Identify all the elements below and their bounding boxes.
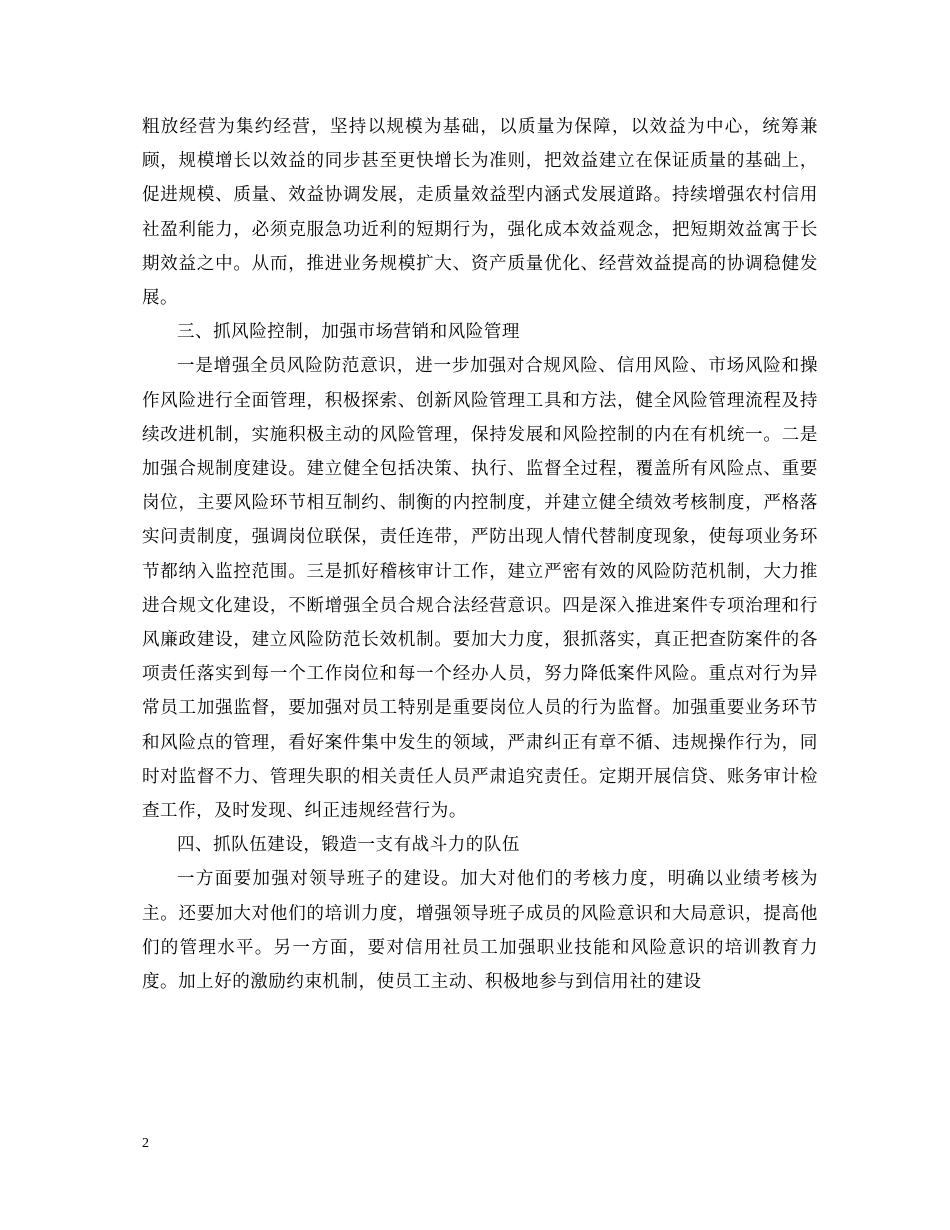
page-number: 2: [142, 1136, 149, 1151]
paragraph-continuation: 粗放经营为集约经营，坚持以规模为基础，以质量为保障，以效益为中心，统筹兼顾，规模增长以效益的同步甚至更快增长为准则，把效益建立在保证质量的基础上，促进规模、质量、效益协调发展，走质量效益型内涵式发展道路。持续增强农村信用社盈利能力，必须克服急功近利的短期行为，强化成本效益观念，把短期效益寓于长期效益之中。从而，推进业务规模扩大、资产质量优化、经营效益提高的协调稳健发展。: [142, 117, 818, 309]
paragraph-risk-management: 一是增强全员风险防范意识，进一步加强对合规风险、信用风险、市场风险和操作风险进行全面管理，积极探索、创新风险管理工具和方法，健全风险管理流程及持续改进机制，实施积极主动的风险管理，保持发展和风险控制的内在有机统一。二是加强合规制度建设。建立健全包括决策、执行、监督全过程，覆盖所有风险点、重要岗位，主要风险环节相互制约、制衡的内控制度，并建立健全绩效考核制度，严格落实问责制度，强调岗位联保，责任连带，严防出现人情代替制度现象，使每项业务环节都纳入监控范围。三是抓好稽核审计工作，建立严密有效的风险防范机制，大力推进合规文化建设，不断增强全员合规合法经营意识。四是深入推进案件专项治理和行风廉政建设，建立风险防范长效机制。要加大力度，狠抓落实，真正把查防案件的各项责任落实到每一个工作岗位和每一个经办人员，努力降低案件风险。重点对行为异常员工加强监督，要加强对员工特别是重要岗位人员的行为监督。加强重要业务环节和风险点的管理，看好案件集中发生的领域，严肃纠正有章不循、违规操作行为，同时对监督不力、管理失职的相关责任人员严肃追究责任。定期开展信贷、账务审计检查工作，及时发现、纠正违规经营行为。: [142, 356, 818, 822]
document-body: [142, 110, 818, 999]
section-heading-risk-control: 三、抓风险控制，加强市场营销和风险管理: [177, 322, 520, 343]
section-heading-team-building: 四、抓队伍建设，锻造一支有战斗力的队伍: [177, 835, 520, 856]
paragraph-team-building: 一方面要加强对领导班子的建设。加大对他们的考核力度，明确以业绩考核为主。还要加大对他们的培训力度，增强领导班子成员的风险意识和大局意识，提高他们的管理水平。另一方面，要对信用社员工加强职业技能和风险意识的培训教育力度。加上好的激励约束机制，使员工主动、积极地参与到信用社的建设: [142, 869, 818, 993]
